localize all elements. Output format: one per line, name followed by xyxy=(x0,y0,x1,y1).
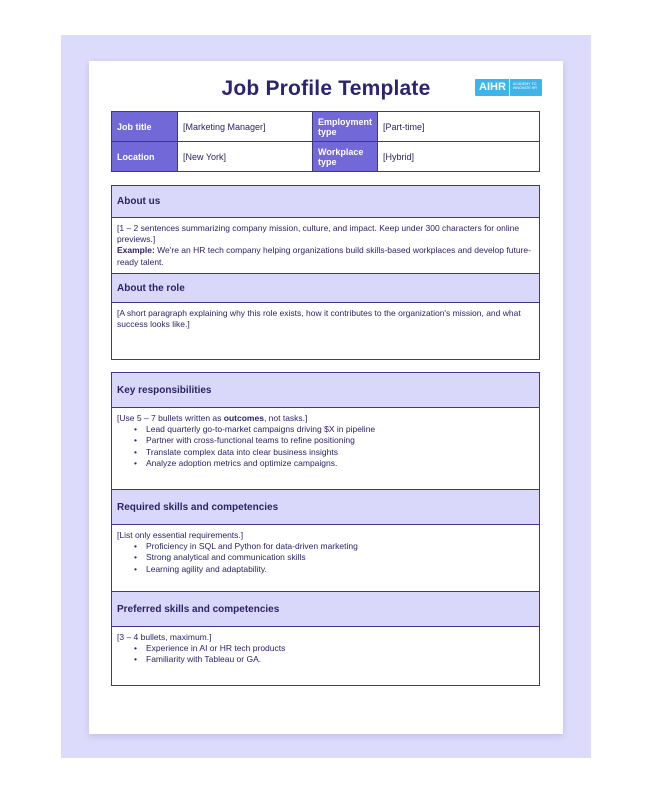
about-us-body xyxy=(112,218,539,273)
list-item: • Lead quarterly go-to-market campaigns driving $X in pipeline xyxy=(146,424,534,435)
list-item: • Strong analytical and communication skills xyxy=(146,552,534,563)
aihr-logo xyxy=(475,79,542,96)
example-label: Example: xyxy=(117,245,155,256)
info-row xyxy=(112,112,540,142)
required-intro: [List only essential requirements.] xyxy=(117,530,244,540)
about-us-text: [1 – 2 sentences summarizing company mission, culture, and impact. Keep under 300 characters for online previews.] xyxy=(117,223,520,245)
employment-type-label: Employment type xyxy=(313,112,378,142)
document-page xyxy=(89,61,563,734)
preferred-skills-heading: Preferred skills and competencies xyxy=(112,591,539,627)
list-item: • Proficiency in SQL and Python for data-driven marketing xyxy=(146,541,534,552)
list-item: • Partner with cross-functional teams to refine positioning xyxy=(146,435,534,446)
employment-type-value: [Part-time] xyxy=(378,112,540,142)
job-title-value: [Marketing Manager] xyxy=(178,112,313,142)
about-us-heading: About us xyxy=(112,186,539,218)
list-item: • Analyze adoption metrics and optimize campaigns. xyxy=(146,458,534,469)
logo-wordmark: AIHR xyxy=(479,81,506,93)
about-role-heading: About the role xyxy=(112,273,539,303)
responsibilities-list xyxy=(117,424,534,469)
location-label: Location xyxy=(112,142,178,172)
workplace-type-value: [Hybrid] xyxy=(378,142,540,172)
list-item: • Experience in AI or HR tech products xyxy=(146,643,534,654)
about-section xyxy=(111,185,540,360)
job-title-label: Job title xyxy=(112,112,178,142)
job-info-table xyxy=(111,111,540,172)
workplace-type-label: Workplace type xyxy=(313,142,378,172)
responsibilities-intro: [Use 5 – 7 bullets written as outcomes, not tasks.] xyxy=(117,413,308,423)
preferred-intro: [3 – 4 bullets, maximum.] xyxy=(117,632,212,642)
location-value: [New York] xyxy=(178,142,313,172)
key-responsibilities-heading: Key responsibilities xyxy=(112,373,539,408)
required-skills-list xyxy=(117,541,534,575)
about-role-body: [A short paragraph explaining why this role exists, how it contributes to the organization's mission, and what success looks like.] xyxy=(117,308,521,330)
required-skills-body xyxy=(112,525,539,591)
list-item: • Learning agility and adaptability. xyxy=(146,564,534,575)
logo-tagline: ACADEMY TO INNOVATE HR xyxy=(509,79,542,96)
responsibilities-body xyxy=(112,408,539,489)
preferred-skills-body xyxy=(112,627,539,666)
document-title: Job Profile Template xyxy=(221,77,431,100)
responsibilities-section xyxy=(111,372,540,686)
list-item: • Translate complex data into clear business insights xyxy=(146,447,534,458)
list-item: • Familiarity with Tableau or GA. xyxy=(146,654,534,665)
example-text: We're an HR tech company helping organizations build skills-based workplaces and develop future-ready talent. xyxy=(117,245,531,267)
preferred-skills-list xyxy=(117,643,534,665)
required-skills-heading: Required skills and competencies xyxy=(112,489,539,525)
info-row xyxy=(112,142,540,172)
